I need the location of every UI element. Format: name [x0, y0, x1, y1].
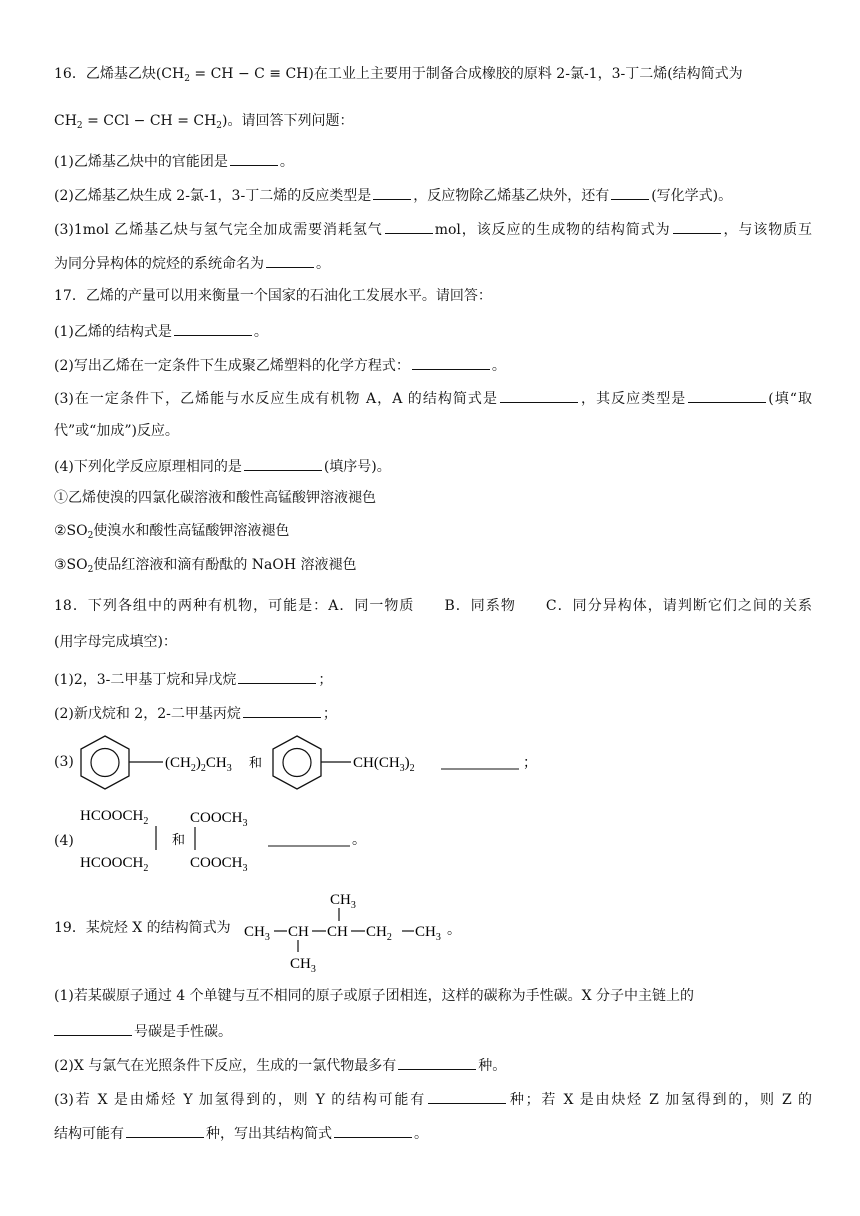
q17-option-2-b: 使溴水和酸性高锰酸钾溶液褪色 [93, 523, 290, 539]
svg-text:CH3: $CH_3$ [415, 924, 441, 943]
answer-blank[interactable] [385, 218, 433, 234]
q16-part-1 [54, 150, 812, 172]
answer-blank[interactable] [244, 455, 322, 471]
cooch3-bottom: $COOCH_3$ [190, 855, 248, 874]
svg-text:CH2: $CH_2$ [366, 924, 392, 943]
q17-option-3-b: 使品红溶液和滴有酚酞的 NaOH 溶液褪色 [93, 557, 357, 573]
svg-text:CH: CH [327, 924, 348, 940]
svg-text:CH3: $CH_3$ [244, 924, 270, 943]
q17-intro [54, 286, 812, 306]
q17-part-3-cont [54, 421, 812, 441]
q18-part-4-structures [78, 800, 378, 880]
q17-p3-text-c: (填“取 [768, 391, 813, 407]
answer-blank[interactable] [688, 387, 766, 403]
q18-p2-end: ； [322, 706, 337, 722]
q19-part-1 [54, 986, 812, 1006]
q17-part-1 [54, 320, 812, 342]
q16-intro-2: )在工业上主要用于制备合成橡胶的原料 2-氯-1，3-丁二烯(结构简式为 [308, 66, 743, 82]
q18-p1-end: ； [318, 672, 333, 688]
q16-p1-end: 。 [279, 154, 294, 170]
hcooch2-bottom: $HCOOCH_2$ [80, 855, 149, 874]
q18-part-3-label: (3) [54, 754, 74, 770]
q19-p2-text: (2)X 与氯气在光照条件下反应，生成的一氯代物最多有 [54, 1058, 397, 1074]
q19-p3-text: (3)若 X 是由烯烃 Y 加氢得到的，则 Y 的结构可能有 [54, 1092, 427, 1108]
q17-option-3: $③SO_2$使品红溶液和滴有酚酞的 NaOH 溶液褪色 [54, 557, 357, 575]
q17-p1-text: (1)乙烯的结构式是 [54, 324, 172, 340]
answer-blank[interactable] [412, 354, 490, 370]
svg-text:CH3: $CH_3$ [330, 892, 356, 911]
q17-option-1 [54, 488, 812, 508]
q16-p1-text: (1)乙烯基乙炔中的官能团是 [54, 154, 228, 170]
answer-blank[interactable] [266, 252, 314, 268]
hcooch2-top: $HCOOCH_2$ [80, 808, 149, 827]
q17-option-2-a: ②SO [54, 523, 88, 539]
and-word: 和 [172, 832, 186, 847]
answer-blank[interactable] [398, 1054, 476, 1070]
chloroprene-formula: $CH_2$ = CCl − CH = $CH_2$ [54, 113, 223, 131]
q19-p3-text-b: 种；若 X 是由炔烃 Z 加氢得到的，则 Z 的 [508, 1092, 812, 1108]
cooch3-top: $COOCH_3$ [190, 810, 248, 829]
answer-blank[interactable] [238, 668, 316, 684]
q16-p3-text-b: mol，该反应的生成物的结构简式为 [434, 222, 671, 238]
answer-blank[interactable] [243, 702, 321, 718]
q16-intro: 16．乙烯基乙炔( [54, 66, 162, 82]
q18-intro [54, 596, 812, 616]
benzene-ring-icon [273, 736, 321, 789]
q19-intro-end: 。 [447, 923, 461, 938]
q17-p4-text: (4)下列化学反应原理相同的是 [54, 459, 242, 475]
q17-p3-text-b: ，其反应类型是 [580, 391, 687, 407]
q18-p2-text: (2)新戊烷和 2，2-二甲基丙烷 [54, 706, 241, 722]
vinylacetylene-formula: $CH_2$ = CH − C ≡ CH [161, 66, 309, 84]
q16-part-2 [54, 184, 812, 206]
q19-p3-end: 。 [414, 1126, 428, 1142]
q17-intro-text: 17．乙烯的产量可以用来衡量一个国家的石油化工发展水平。请回答： [54, 288, 492, 304]
q16-p2-text-c: (写化学式)。 [651, 188, 733, 204]
q16-intro-3: )。请回答下列问题： [222, 113, 354, 129]
q16-part-3 [54, 218, 812, 240]
q19-part-2 [54, 1054, 812, 1076]
q19-p1-text-b: 号碳是手性碳。 [134, 1024, 232, 1040]
q17-p3-text: (3)在一定条件下，乙烯能与水反应生成有机物 A，A 的结构简式是 [54, 391, 498, 407]
svg-text:CH: CH [288, 924, 309, 940]
answer-blank[interactable] [500, 387, 578, 403]
q19-intro: 19．某烷烃 X 的结构简式为 [54, 920, 231, 936]
answer-blank[interactable] [126, 1122, 204, 1138]
answer-blank[interactable] [54, 1020, 132, 1036]
period: 。 [352, 833, 366, 848]
q19-structure-x [242, 886, 472, 972]
q18-part-2 [54, 702, 812, 724]
q19-p1-text: (1)若某碳原子通过 4 个单键与互不相同的原子或原子团相连，这样的碳称为手性碳。X 分子中主链上的 [54, 988, 695, 1004]
q17-p1-end: 。 [253, 324, 268, 340]
semicolon: ； [523, 756, 537, 771]
q16-line-2 [54, 111, 812, 131]
q18-intro-text-2: (用字母完成填空)： [54, 634, 177, 650]
q17-p2-end: 。 [491, 358, 506, 374]
q18-intro-cont [54, 632, 812, 652]
q16-p3-text-d: 为同分异构体的烷烃的系统命名为 [54, 256, 264, 272]
answer-blank[interactable] [174, 320, 252, 336]
and-word: 和 [249, 755, 263, 770]
q17-part-4 [54, 455, 812, 477]
q17-p3-text-d: 代”或“加成”)反应。 [54, 423, 179, 439]
answer-blank[interactable] [230, 150, 278, 166]
q18-intro-text: 18．下列各组中的两种有机物，可能是：A．同一物质 B．同系物 C．同分异构体，请判断它们之间的关系 [54, 598, 812, 614]
answer-blank[interactable] [428, 1088, 506, 1104]
q19-p3-text-d: 种，写出其结构简式 [206, 1126, 332, 1142]
svg-text:CH3: $CH_3$ [290, 956, 316, 972]
q19-p2-text-b: 种。 [478, 1058, 507, 1074]
answer-blank[interactable] [373, 184, 411, 200]
propyl-group: $(CH_2)_2CH_3$ [165, 755, 232, 774]
q18-p1-text: (1)2，3-二甲基丁烷和异戊烷 [54, 672, 237, 688]
q17-part-2 [54, 354, 812, 376]
q17-p2-text: (2)写出乙烯在一定条件下生成聚乙烯塑料的化学方程式： [54, 358, 410, 374]
q17-part-3 [54, 387, 812, 409]
answer-blank[interactable] [673, 218, 721, 234]
q17-option-1-text: ①乙烯使溴的四氯化碳溶液和酸性高锰酸钾溶液褪色 [54, 490, 376, 506]
benzene-ring-icon [81, 736, 129, 789]
q18-part-1 [54, 668, 812, 690]
answer-blank[interactable] [611, 184, 649, 200]
q16-p3-end: 。 [316, 256, 330, 272]
q17-p4-end: (填序号)。 [323, 459, 391, 475]
q16-p3-text: (3)1mol 乙烯基乙炔与氢气完全加成需要消耗氢气 [54, 222, 383, 238]
q18-part-3-structures [75, 732, 545, 794]
q16-p2-text-b: ，反应物除乙烯基乙炔外，还有 [413, 188, 610, 204]
answer-blank[interactable] [334, 1122, 412, 1138]
q19-part-1-cont [54, 1020, 812, 1042]
q16-line-1 [54, 64, 812, 84]
q19-part-3-cont [54, 1122, 812, 1144]
q17-option-3-a: ③SO [54, 557, 88, 573]
q19-part-3 [54, 1088, 812, 1110]
q18-part-4-label: (4) [54, 833, 74, 849]
q19-p3-text-c: 结构可能有 [54, 1126, 124, 1142]
q17-option-2: $②SO_2$使溴水和酸性高锰酸钾溶液褪色 [54, 523, 290, 541]
q16-p3-text-c: ，与该物质互 [722, 222, 813, 238]
isopropyl-group: $CH(CH_3)_2$ [353, 755, 415, 774]
q16-p2-text: (2)乙烯基乙炔生成 2-氯-1，3-丁二烯的反应类型是 [54, 188, 372, 204]
q16-part-3-cont [54, 252, 812, 274]
